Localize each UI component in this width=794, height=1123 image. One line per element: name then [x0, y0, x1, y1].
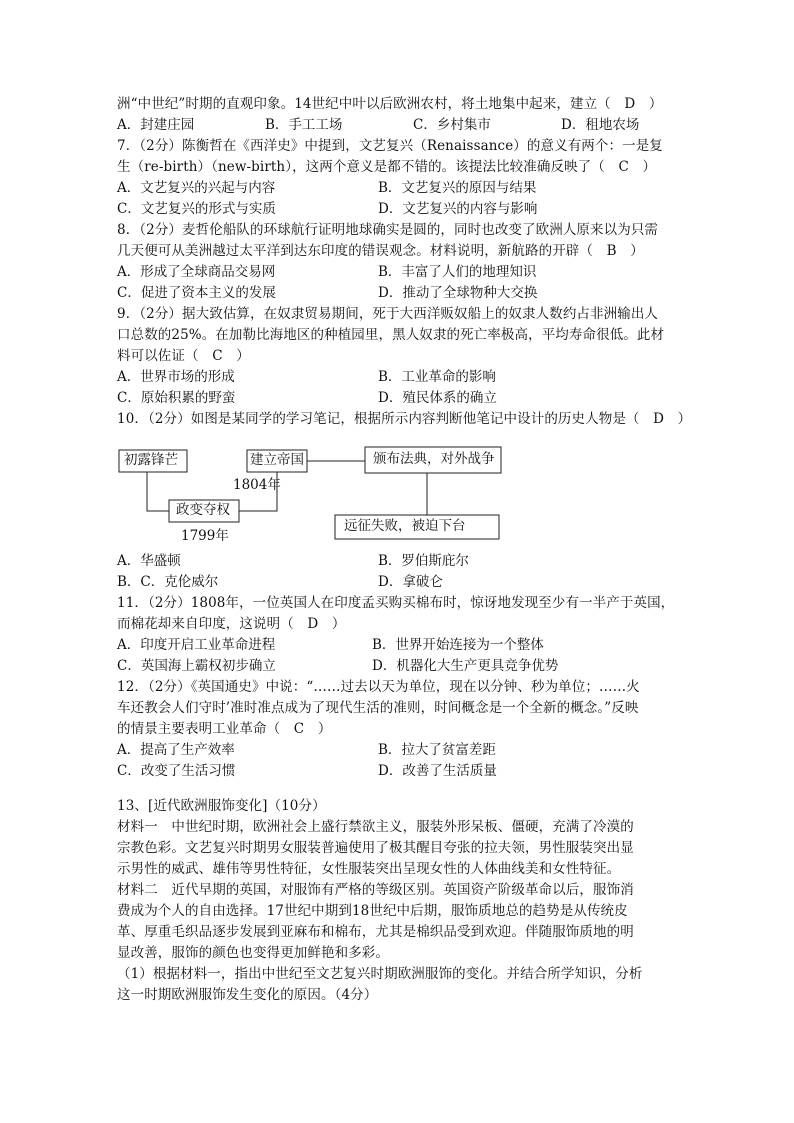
- option-d: D．改善了生活质量: [378, 763, 497, 779]
- q9-options-row: [117, 367, 679, 388]
- q7-stem: 生（re-birth）（new-birth），这两个意义是都不错的。该提法比较准确反映了（ C ）: [117, 159, 657, 175]
- q13-title: 13、[近代欧洲服饰变化]（10分）: [117, 798, 326, 814]
- q9-stem: 口总数的25%。在加勒比海地区的种植园里，黑人奴隶的死亡率极高，平均寿命很低。此材: [117, 327, 665, 343]
- option-d: D．殖民体系的确立: [378, 390, 497, 406]
- q13-material-line: 显改善，服饰的颜色也变得更加鲜艳和多彩。: [117, 945, 389, 961]
- q13-material-line: 示男性的威武、雄伟等男性特征，女性服装突出呈现女性的人体曲线美和女性特征。: [117, 861, 621, 877]
- option-b: B．罗伯斯庇尔: [378, 553, 469, 569]
- box-emergence: 初露锋芒: [124, 452, 178, 468]
- option-c: C．改变了生活习惯: [117, 763, 236, 779]
- option-b: B．文艺复兴的原因与结果: [378, 180, 537, 196]
- connector-line: [147, 472, 169, 511]
- option-a: A．印度开启工业革命进程: [117, 637, 276, 653]
- exam-page: [117, 94, 692, 1006]
- section-spacer: [117, 782, 679, 796]
- option-b: B．工业革命的影响: [378, 369, 496, 385]
- q8-stem: 8．（2分）麦哲伦船队的环球航行证明地球确实是圆的，同时也改变了欧洲人原来以为只需: [117, 222, 659, 238]
- q13-material-line: 革、厚重毛织品逐步发展到亚麻布和棉布，尤其是棉织品受到欢迎。伴随服饰质地的明: [117, 924, 634, 940]
- option-d: D．拿破仑: [378, 574, 443, 590]
- option-b: B．世界开始连接为一个整体: [372, 637, 544, 653]
- q13-subquestion: 这一时期欧洲服饰发生变化的原因。（4分）: [117, 987, 378, 1003]
- option-d: D．机器化大生产更具竞争优势: [372, 658, 559, 674]
- box-coup: 政变夺权: [176, 502, 230, 518]
- option-c: C．促进了资本主义的发展: [117, 285, 276, 301]
- option-d: D．文艺复兴的内容与影响: [378, 201, 538, 217]
- q11-stem: 而棉花却来自印度，这说明（ D ）: [117, 616, 346, 632]
- text-line: 洲“中世纪”时期的直观印象。14世纪中叶以后欧洲农村，将土地集中起来，建立（ D ）: [117, 96, 663, 112]
- q9-options-row: [117, 388, 679, 409]
- q12-stem: 车还教会人们守时’准时准点成为了现代生活的准则，时间概念是一个全新的概念。”反映: [117, 700, 639, 716]
- option-c: C．乡村集市: [413, 117, 491, 133]
- option-c: C．英国海上霸权初步确立: [117, 658, 276, 674]
- option-a: A．文艺复兴的兴起与内容: [117, 180, 276, 196]
- option-b: B．丰富了人们的地理知识: [378, 264, 537, 280]
- box-defeat: 远征失败，被迫下台: [344, 518, 466, 534]
- option-d: D．推动了全球物种大交换: [378, 285, 538, 301]
- option-b: B．手工工场: [265, 117, 343, 133]
- option-a: A．提高了生产效率: [117, 742, 235, 758]
- q13-subquestion: （1）根据材料一，指出中世纪至文艺复兴时期欧洲服饰的变化。并结合所学知识，分析: [117, 966, 643, 982]
- q7-options-row: [117, 199, 679, 220]
- q9-stem: 料可以佐证（ C ）: [117, 348, 250, 364]
- box-code-wars: 颁布法典，对外战争: [373, 451, 495, 467]
- q11-options-row: [117, 635, 679, 656]
- option-a: A．华盛顿: [117, 553, 181, 569]
- q12-options-row: [117, 740, 679, 761]
- label-year-1804: 1804年: [233, 477, 281, 493]
- q7-stem: 7．（2分）陈衡哲在《西洋史》中提到，文艺复兴（Renaissance）的意义有两个：一是复: [117, 138, 663, 154]
- q12-stem: 的情景主要表明工业革命（ C ）: [117, 721, 332, 737]
- q13-material-line: 材料一 中世纪时期，欧洲社会上盛行禁欲主义，服装外形呆板、僵硬，充满了冷漠的: [117, 819, 634, 835]
- box-empire: 建立帝国: [250, 452, 304, 468]
- option-b: B．拉大了贫富差距: [378, 742, 496, 758]
- option-d: D．租地农场: [561, 117, 640, 133]
- q9-stem: 9．（2分）据大致估算，在奴隶贸易期间，死于大西洋贩奴船上的奴隶人数约占非洲输出人: [117, 306, 659, 322]
- q11-options-row: [117, 656, 679, 677]
- q8-stem: 几天便可从美洲越过太平洋到达东印度的错误观念。材料说明，新航路的开辟（ B ）: [117, 243, 644, 259]
- option-c: B．C．克伦威尔: [117, 574, 219, 590]
- q10-options-row: [117, 572, 679, 593]
- q8-options-row: [117, 262, 679, 283]
- q12-stem: 12．（2分）《英国通史》中说：“……过去以天为单位，现在以分钟、秒为单位；……火: [117, 679, 640, 695]
- q12-options-row: [117, 761, 679, 782]
- q13-material-line: 费成为个人的自由选择。17世纪中期到18世纪中后期，服饰质地总的趋势是从传统皮: [117, 903, 628, 919]
- q6-options: [117, 115, 679, 136]
- q10-options-row: [117, 551, 679, 572]
- label-year-1799: 1799年: [181, 528, 229, 544]
- option-a: A．世界市场的形成: [117, 369, 235, 385]
- q8-options-row: [117, 283, 679, 304]
- q13-material-line: 宗教色彩。文艺复兴时期男女服装普遍使用了极其醒目夸张的拉夫领，男性服装突出显: [117, 840, 634, 856]
- option-a: A．封建庄园: [117, 117, 195, 133]
- napoleon-timeline-diagram: [117, 430, 679, 551]
- q7-options-row: [117, 178, 679, 199]
- option-c: C．文艺复兴的形式与实质: [117, 201, 276, 217]
- q11-stem: 11．（2分）1808年，一位英国人在印度孟买购买棉布时，惊讶地发现至少有一半产于英国，: [117, 595, 675, 611]
- q10-stem: 10．（2分）如图是某同学的学习笔记，根据所示内容判断他笔记中设计的历史人物是（ D ）: [117, 411, 692, 427]
- option-c: C．原始积累的野蛮: [117, 390, 236, 406]
- q13-material-line: 材料二 近代早期的英国，对服饰有严格的等级区别。英国资产阶级革命以后，服饰消: [117, 882, 634, 898]
- option-a: A．形成了全球商品交易网: [117, 264, 276, 280]
